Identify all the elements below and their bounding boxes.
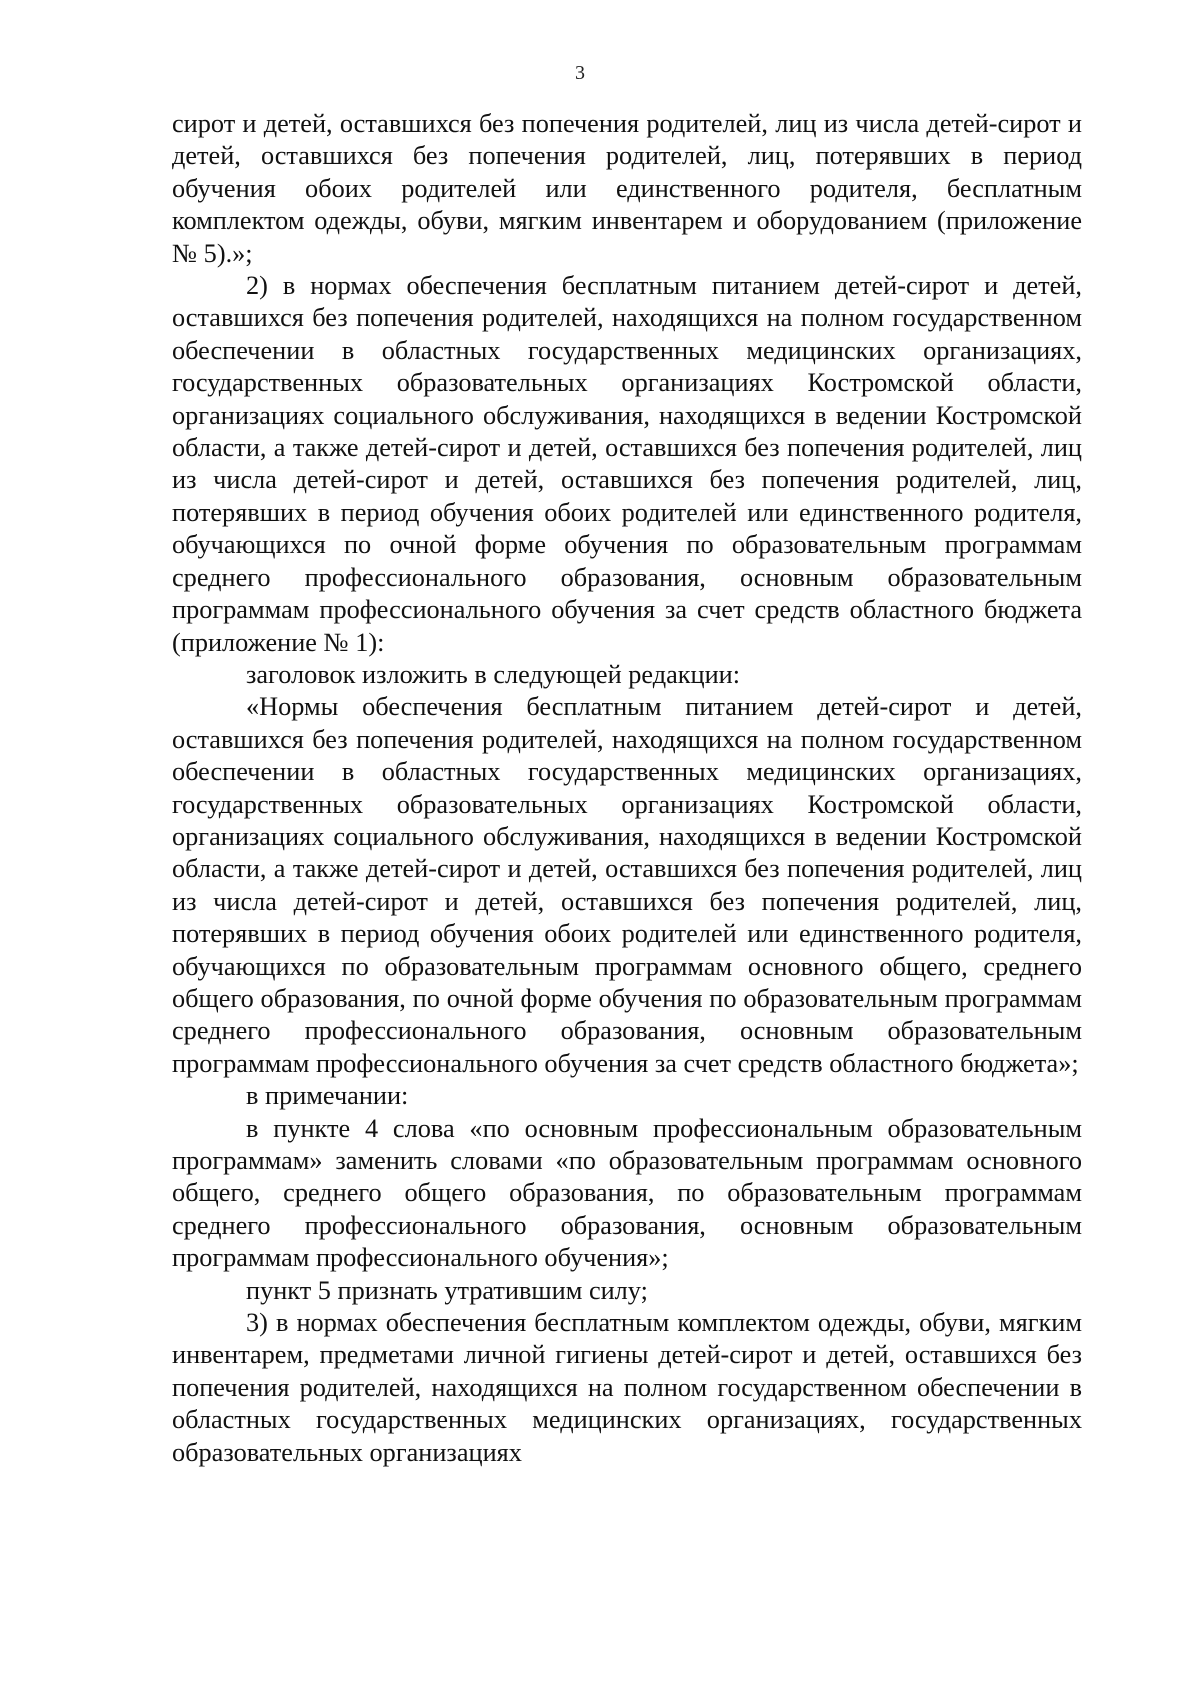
paragraph-heading-instruction: заголовок изложить в следующей редакции: [246,659,741,689]
paragraph-item-3: 3) в нормах обеспечения бесплатным комплектом одежды, обуви, мягким инвентарем, предметами личной гигиены детей-сирот и детей, оставшихся без попечения родителей, находящихся на полном государственном обеспечении в областных государственных медицинских организациях, государственных образовательных организациях [172,1308,1082,1467]
paragraph-continuation: сирот и детей, оставшихся без попечения родителей, лиц из числа детей-сирот и детей, оставшихся без попечения родителей, лиц, потерявших в период обучения обоих родителей или единственного родителя, бесплатным комплектом одежды, обуви, мягким инвентарем и оборудованием (приложение № 5).»; [172,109,1082,268]
paragraph-note-point-5: пункт 5 признать утратившим силу; [246,1275,648,1305]
document-body [172,108,1082,1469]
paragraph-item-2: 2) в нормах обеспечения бесплатным питанием детей-сирот и детей, оставшихся без попечения родителей, находящихся на полном государственном обеспечении в областных государственных медицинских организациях, государственных образовательных организациях Костромской области, организациях социального обслуживания, находящихся в ведении Костромской области, а также детей-сирот и детей, оставшихся без попечения родителей, лиц из числа детей-сирот и детей, оставшихся без попечения родителей, лиц, потерявших в период обучения обоих родителей или единственного родителя, обучающихся по очной форме обучения по образовательным программам среднего профессионального образования, основным образовательным программам профессионального обучения за счет средств областного бюджета (приложение № 1): [172,271,1082,657]
paragraph-note-point-4: в пункте 4 слова «по основным профессиональным образовательным программам» заменить словами «по образовательным программам основного общего, среднего общего образования, по образовательным программам среднего профессионального образования, основным образовательным программам профессионального обучения»; [172,1113,1082,1273]
paragraph-new-heading: «Нормы обеспечения бесплатным питанием детей-сирот и детей, оставшихся без попечения родителей, находящихся на полном государственном обеспечении в областных государственных медицинских организациях, государственных образовательных организациях Костромской области, организациях социального обслуживания, находящихся в ведении Костромской области, а также детей-сирот и детей, оставшихся без попечения родителей, лиц из числа детей-сирот и детей, оставшихся без попечения родителей, лиц, потерявших в период обучения обоих родителей или единственного родителя, обучающихся по образовательным программам основного общего, среднего общего образования, по очной форме обучения по образовательным программам среднего профессионального образования, основным образовательным программам профессионального обучения за счет средств областного бюджета»; [172,692,1082,1078]
paragraph-note-intro: в примечании: [246,1081,409,1111]
page-number: 3 [575,62,585,84]
